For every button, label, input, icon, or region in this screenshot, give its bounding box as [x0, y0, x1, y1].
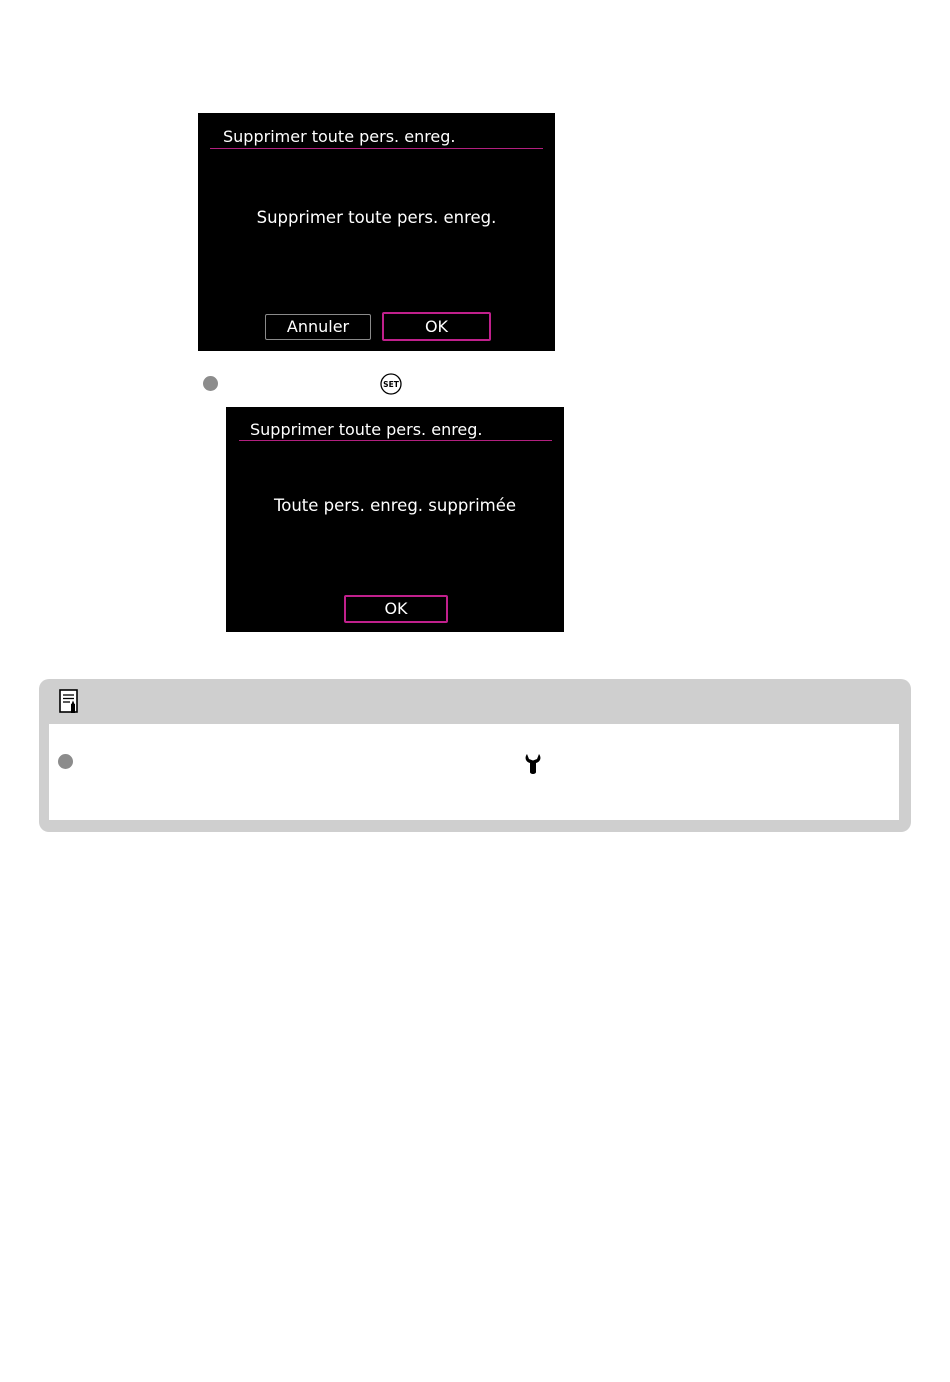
note-content	[49, 724, 899, 820]
camera-screen-confirm	[198, 113, 555, 351]
ok-button[interactable]: OK	[382, 312, 491, 341]
note-icon	[59, 689, 81, 715]
wrench-icon	[522, 752, 544, 774]
title-underline	[210, 148, 543, 149]
result-message: Toute pers. enreg. supprimée	[273, 496, 517, 515]
confirm-message: Supprimer toute pers. enreg.	[256, 208, 497, 227]
screen-title: Supprimer toute pers. enreg.	[250, 420, 483, 439]
camera-screen-result	[226, 407, 564, 632]
note-box	[39, 679, 911, 832]
svg-text:SET: SET	[383, 380, 399, 389]
title-underline	[239, 440, 552, 441]
cancel-button[interactable]: Annuler	[265, 314, 371, 340]
set-button-icon	[380, 373, 402, 395]
bullet-dot	[58, 754, 73, 769]
ok-button[interactable]: OK	[344, 595, 448, 623]
bullet-dot	[203, 376, 218, 391]
screen-title: Supprimer toute pers. enreg.	[223, 127, 456, 146]
